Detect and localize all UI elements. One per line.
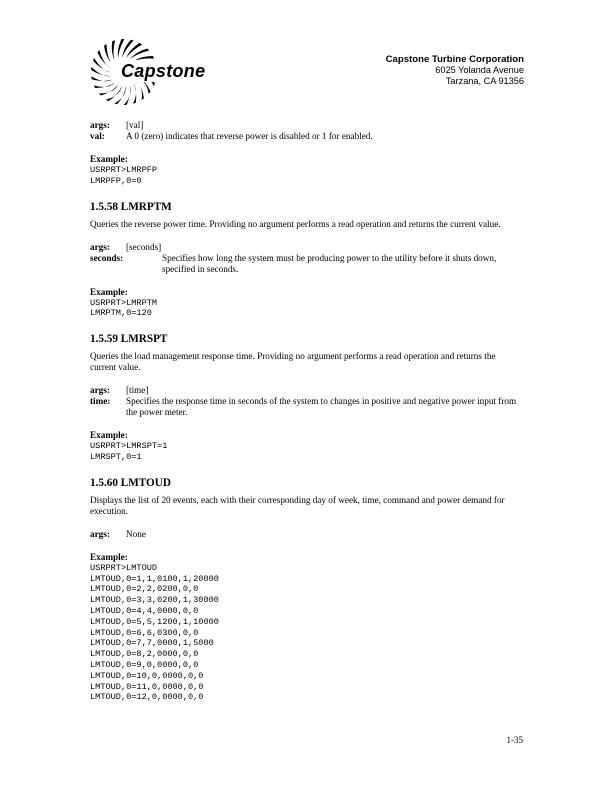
param-key: seconds: (90, 252, 124, 263)
code-line: LMTOUD,0=5,5,1200,1,10000 (90, 616, 219, 627)
code-line: LMTOUD,0=9,0,0000,0,0 (90, 659, 199, 670)
logo-ray (91, 76, 112, 81)
logo-ray (136, 80, 144, 100)
example-code (90, 441, 522, 463)
section-description: Displays the list of 20 events, each with their corresponding day of week, time, command and power demand for execution. (90, 494, 505, 516)
args-row (90, 529, 522, 540)
code-line: LMTOUD,0=6,6,0300,0,0 (90, 627, 199, 638)
val-value: A 0 (zero) indicates that reverse power is disabled or 1 for enabled. (126, 131, 373, 141)
section-description: Queries the reverse power time. Providing no argument performs a read operation and returns the current value. (90, 218, 501, 229)
example-code (90, 563, 522, 703)
logo-ray (94, 83, 115, 88)
section-title-lmtoud: 1.5.60 LMTOUD (90, 476, 171, 489)
args-key: args: (90, 385, 110, 396)
logo-ray (133, 83, 136, 104)
address-line-2: Tarzana, CA 91356 (445, 76, 524, 86)
example-label: Example: (90, 286, 128, 297)
logo-ray (124, 85, 131, 105)
args-key: args: (90, 528, 110, 539)
company-name: Capstone Turbine Corporation (385, 54, 524, 65)
section-description: Queries the load management response time. Providing no argument performs a read operation and returns the current value. (90, 351, 496, 373)
example-code (90, 165, 522, 187)
code-line: USRPRT>LMTOUD (90, 562, 158, 573)
param-row (90, 253, 522, 275)
args-key: args: (90, 241, 110, 252)
code-line: LMRPFP,0=0 (90, 175, 142, 186)
code-line: LMTOUD,0=10,0,0000,0,0 (90, 670, 204, 681)
args-value: [time] (126, 385, 149, 396)
example-label: Example: (90, 154, 128, 164)
logo-text: Capstone (121, 61, 206, 81)
args-value: [val] (126, 120, 144, 130)
code-line: LMTOUD,0=2,2,0200,0,0 (90, 584, 199, 595)
code-line: LMTOUD,0=3,3,0200,1,30000 (90, 595, 219, 606)
example-label: Example: (90, 430, 128, 441)
logo-ray (112, 40, 115, 61)
code-line: USRPRT>LMRPTM (90, 297, 158, 308)
logo-ray (104, 44, 112, 64)
code-line: USRPRT>LMRPFP (90, 165, 158, 175)
logo-ray (106, 86, 122, 101)
args-value: [seconds] (126, 241, 162, 252)
args-value: None (126, 528, 146, 539)
logo-ray (99, 85, 118, 96)
args-row (90, 385, 522, 396)
code-line: LMTOUD,0=8,2,0000,0,0 (90, 649, 199, 660)
intro-val-row (90, 131, 522, 142)
logo-ray (91, 67, 111, 76)
code-line: LMTOUD,0=7,7,0000,1,5000 (90, 638, 214, 649)
intro-args-row (90, 120, 522, 131)
code-line: LMRPTM,0=120 (90, 308, 152, 319)
code-line: LMRSPT,0=1 (90, 451, 142, 462)
company-address-block (386, 54, 524, 87)
document-body (90, 120, 522, 703)
code-line: LMTOUD,0=11,0,0000,0,0 (90, 681, 204, 692)
param-row (90, 396, 522, 418)
logo-ray (118, 39, 125, 59)
val-key: val: (90, 131, 105, 141)
example-label: Example: (90, 551, 128, 562)
address-line-1: 6025 Yolanda Avenue (435, 65, 524, 75)
code-line: LMTOUD,0=4,4,0000,0,0 (90, 605, 199, 616)
param-key: time: (90, 396, 111, 407)
code-line: LMTOUD,0=12,0,0000,0,0 (90, 692, 204, 703)
code-line: USRPRT>LMRSPT=1 (90, 441, 168, 452)
param-value: Specifies how long the system must be producing power to the utility before it shuts down, specified in seconds. (162, 252, 497, 274)
args-row (90, 242, 522, 253)
logo-ray (93, 58, 110, 72)
param-value: Specifies the response time in seconds of the system to changes in positive and negative power input from the power meter. (126, 396, 517, 418)
code-line: LMTOUD,0=1,1,0100,1,20000 (90, 573, 219, 584)
page-number: 1-35 (506, 735, 523, 745)
section-title-lmrspt: 1.5.59 LMRSPT (90, 333, 168, 346)
args-key: args: (90, 120, 110, 130)
section-title-lmrptm: 1.5.58 LMRPTM (90, 200, 172, 213)
example-code (90, 298, 522, 320)
